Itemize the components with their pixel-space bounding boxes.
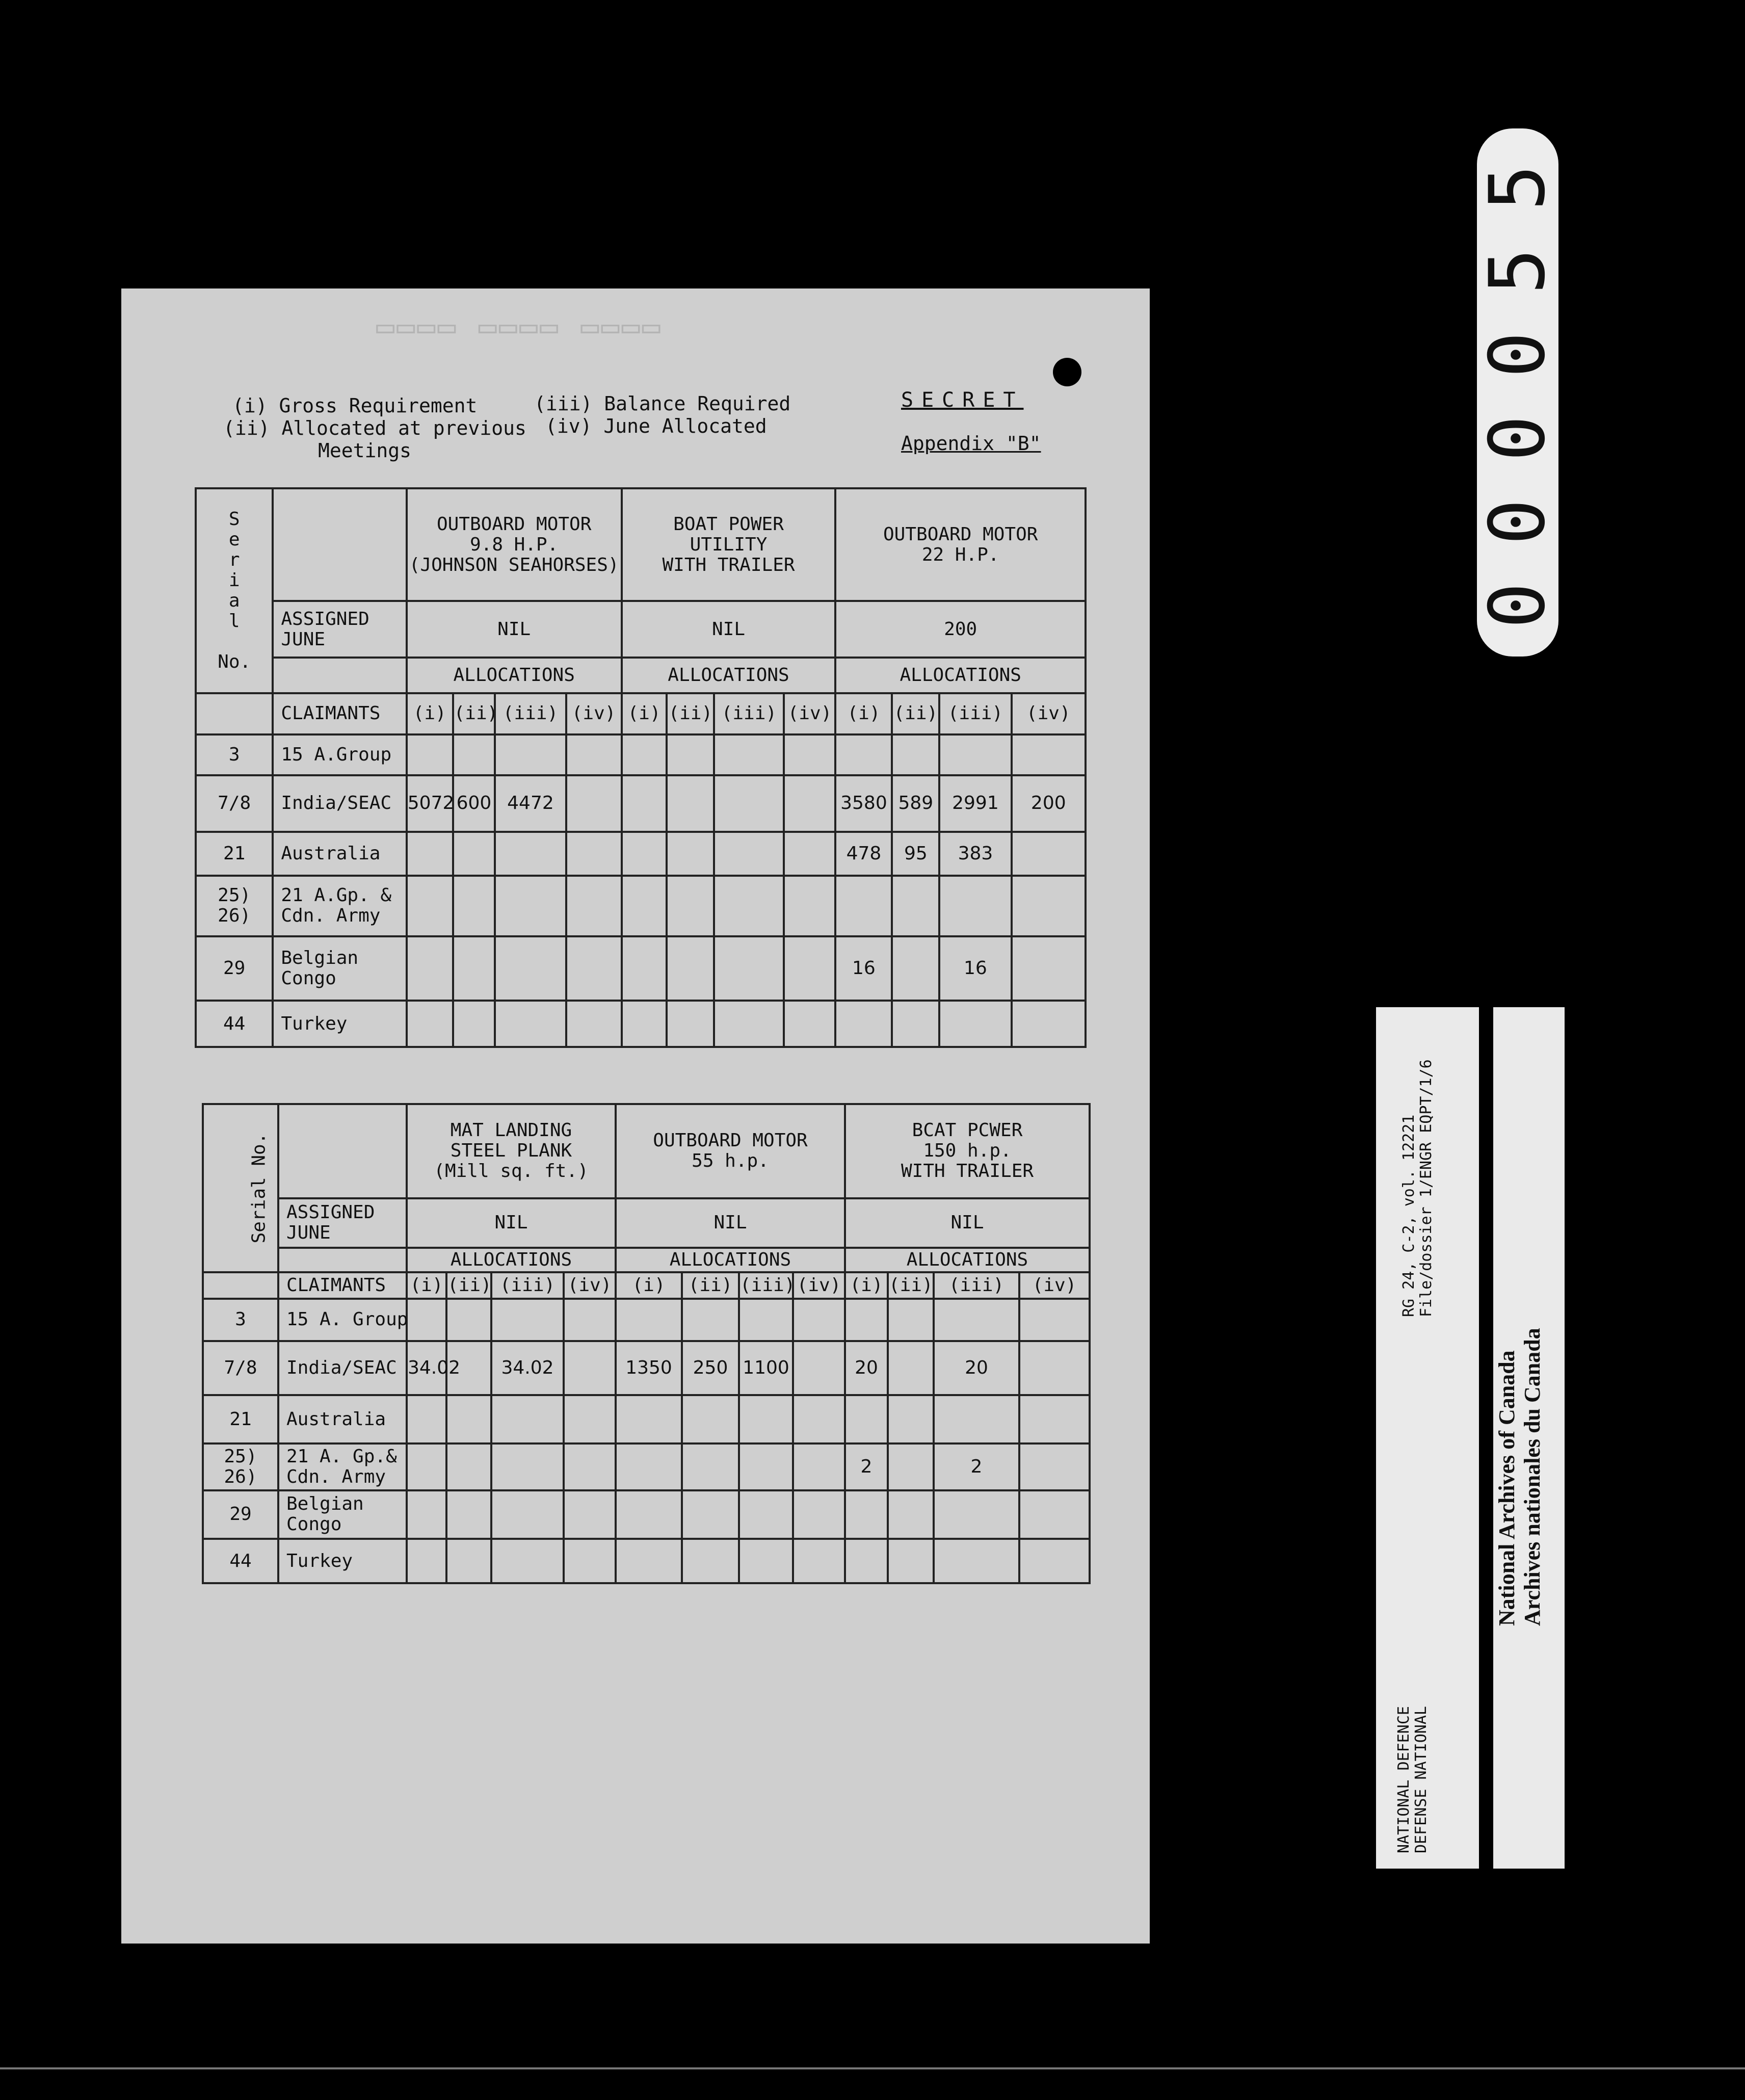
value-cell (407, 876, 453, 936)
subcol-iii: (iii) (495, 693, 566, 734)
value-cell: 250 (682, 1341, 739, 1395)
value-cell: 34.02 (491, 1341, 564, 1395)
value-cell (616, 1539, 682, 1583)
subcol-i: (i) (616, 1272, 682, 1299)
claimant-cell: 15 A.Group (273, 734, 406, 775)
subcol-iv: (iv) (564, 1272, 616, 1299)
serial-cell: 25) 26) (196, 876, 273, 936)
serial-cell: 25) 26) (203, 1443, 278, 1490)
subcol-ii: (ii) (453, 693, 495, 734)
assigned-value: NIL (845, 1198, 1090, 1248)
value-cell (714, 1001, 784, 1047)
table-row (203, 1299, 1090, 1341)
value-cell (564, 1443, 616, 1490)
value-cell (714, 734, 784, 775)
table-row (203, 1341, 1090, 1395)
value-cell (667, 775, 714, 832)
serial-cell: 7/8 (196, 775, 273, 832)
value-cell (682, 1539, 739, 1583)
subcol-i: (i) (407, 1272, 446, 1299)
claimants-header: CLAIMANTS (273, 693, 406, 734)
value-cell (682, 1490, 739, 1539)
value-cell (1012, 936, 1086, 1001)
document-page (121, 288, 1150, 1944)
value-cell (566, 775, 622, 832)
value-cell (446, 1443, 491, 1490)
value-cell (667, 936, 714, 1001)
value-cell: 589 (892, 775, 939, 832)
legend-ii: (ii) Allocated at previous (223, 417, 526, 439)
item-header-boat-power-utility: BOAT POWER UTILITY WITH TRAILER (622, 488, 836, 601)
claimant-cell: Belgian Congo (278, 1490, 407, 1539)
value-cell (491, 1299, 564, 1341)
value-cell (888, 1341, 934, 1395)
table-row (203, 1539, 1090, 1583)
value-cell (616, 1443, 682, 1490)
value-cell (667, 832, 714, 876)
value-cell (622, 876, 667, 936)
value-cell (934, 1395, 1019, 1444)
value-cell (566, 1001, 622, 1047)
claimant-cell: 21 A.Gp. & Cdn. Army (273, 876, 406, 936)
value-cell (714, 936, 784, 1001)
value-cell (888, 1395, 934, 1444)
value-cell: 5072 (407, 775, 453, 832)
value-cell (407, 1395, 446, 1444)
subcol-iii: (iii) (739, 1272, 793, 1299)
value-cell (784, 775, 835, 832)
allocation-table-2 (202, 1103, 1091, 1584)
value-cell (939, 876, 1011, 936)
legend-iii: (iii) Balance Required (534, 392, 791, 415)
item-header-mat-landing: MAT LANDING STEEL PLANK (Mill sq. ft.) (407, 1104, 616, 1198)
value-cell (939, 1001, 1011, 1047)
value-cell (407, 832, 453, 876)
faint-stamp: ▭▭▭▭ ▭▭▭▭ ▭▭▭▭ (376, 309, 663, 345)
subcol-i: (i) (845, 1272, 888, 1299)
value-cell (682, 1299, 739, 1341)
serial-cell: 44 (203, 1539, 278, 1583)
frame-digit: 5 (1473, 164, 1562, 211)
value-cell (892, 734, 939, 775)
value-cell (667, 876, 714, 936)
frame-digit: 0 (1473, 582, 1562, 629)
table-row (196, 832, 1086, 876)
assigned-value: NIL (622, 601, 836, 658)
serial-cell: 3 (203, 1299, 278, 1341)
subcol-ii: (ii) (446, 1272, 491, 1299)
legend-iv: (iv) June Allocated (545, 415, 767, 437)
value-cell (453, 936, 495, 1001)
value-cell (407, 1490, 446, 1539)
serial-cell: 44 (196, 1001, 273, 1047)
value-cell (407, 936, 453, 1001)
value-cell (446, 1395, 491, 1444)
claimant-cell: Australia (273, 832, 406, 876)
classification-label: SECRET (901, 388, 1024, 412)
value-cell (793, 1299, 845, 1341)
value-cell (845, 1395, 888, 1444)
value-cell (835, 734, 892, 775)
serial-cell: 7/8 (203, 1341, 278, 1395)
value-cell: 16 (939, 936, 1011, 1001)
value-cell (784, 832, 835, 876)
value-cell (1019, 1395, 1090, 1444)
allocations-header: ALLOCATIONS (845, 1248, 1090, 1272)
claimant-cell: Australia (278, 1395, 407, 1444)
claimant-cell: India/SEAC (273, 775, 406, 832)
value-cell (892, 936, 939, 1001)
value-cell (714, 832, 784, 876)
value-cell (739, 1443, 793, 1490)
subcol-iv: (iv) (793, 1272, 845, 1299)
value-cell (491, 1443, 564, 1490)
value-cell: 20 (845, 1341, 888, 1395)
value-cell (934, 1490, 1019, 1539)
value-cell (793, 1395, 845, 1444)
subcol-i: (i) (622, 693, 667, 734)
value-cell (1019, 1490, 1090, 1539)
serial-cell: 21 (196, 832, 273, 876)
value-cell (1019, 1341, 1090, 1395)
value-cell (564, 1395, 616, 1444)
table-row (196, 1001, 1086, 1047)
value-cell: 2 (934, 1443, 1019, 1490)
subcol-iii: (iii) (714, 693, 784, 734)
subcol-iv: (iv) (1019, 1272, 1090, 1299)
blank-cell (203, 1272, 278, 1299)
value-cell (446, 1539, 491, 1583)
subcol-ii: (ii) (892, 693, 939, 734)
assigned-value: NIL (407, 1198, 616, 1248)
value-cell (784, 734, 835, 775)
value-cell (446, 1299, 491, 1341)
item-header-boat-power-150: BCAT PCWER 150 h.p. WITH TRAILER (845, 1104, 1090, 1198)
table-row (196, 734, 1086, 775)
value-cell (491, 1490, 564, 1539)
blank-cell (273, 658, 406, 693)
frame-digit: 0 (1473, 498, 1562, 545)
assigned-june-label: ASSIGNED JUNE (273, 601, 406, 658)
value-cell (739, 1395, 793, 1444)
value-cell (793, 1443, 845, 1490)
value-cell (845, 1299, 888, 1341)
claimant-cell: 21 A. Gp.& Cdn. Army (278, 1443, 407, 1490)
value-cell (495, 936, 566, 1001)
archives-label: National Archives of Canada Archives nationales du Canada (1494, 1328, 1545, 1626)
value-cell (622, 832, 667, 876)
value-cell (616, 1395, 682, 1444)
value-cell (407, 1299, 446, 1341)
value-cell (1012, 734, 1086, 775)
value-cell (784, 1001, 835, 1047)
value-cell (564, 1539, 616, 1583)
value-cell: 16 (835, 936, 892, 1001)
value-cell (495, 876, 566, 936)
subcol-i: (i) (835, 693, 892, 734)
value-cell (888, 1539, 934, 1583)
serial-header: S e r i a l No. (196, 488, 273, 693)
frame-digit: 5 (1473, 248, 1562, 295)
serial-cell: 21 (203, 1395, 278, 1444)
value-cell (939, 734, 1011, 775)
value-cell (1012, 1001, 1086, 1047)
blank-header-cell (273, 488, 406, 601)
value-cell (835, 1001, 892, 1047)
value-cell (793, 1490, 845, 1539)
blank-cell (278, 1248, 407, 1272)
scan-edge-line (0, 2067, 1745, 2069)
value-cell (682, 1395, 739, 1444)
value-cell (566, 876, 622, 936)
value-cell (739, 1490, 793, 1539)
value-cell: 1350 (616, 1341, 682, 1395)
punch-hole (1053, 358, 1081, 386)
table-row (203, 1443, 1090, 1490)
serial-cell: 29 (196, 936, 273, 1001)
value-cell (622, 1001, 667, 1047)
frame-digit: 0 (1473, 331, 1562, 378)
assigned-value: NIL (407, 601, 622, 658)
serial-cell: 29 (203, 1490, 278, 1539)
value-cell (453, 832, 495, 876)
table-row (196, 936, 1086, 1001)
value-cell (407, 1001, 453, 1047)
frame-digit: 0 (1473, 415, 1562, 462)
value-cell (1012, 876, 1086, 936)
defence-label: NATIONAL DEFENCE DEFENSE NATIONAL (1395, 1706, 1430, 1853)
value-cell (453, 1001, 495, 1047)
allocations-header: ALLOCATIONS (407, 658, 622, 693)
value-cell (892, 876, 939, 936)
claimant-cell: Turkey (273, 1001, 406, 1047)
legend-i: (i) Gross Requirement (232, 395, 478, 417)
value-cell (888, 1490, 934, 1539)
appendix-label: Appendix "B" (901, 432, 1041, 455)
assigned-value: NIL (616, 1198, 845, 1248)
value-cell: 3580 (835, 775, 892, 832)
value-cell: 2 (845, 1443, 888, 1490)
value-cell (1019, 1443, 1090, 1490)
value-cell (793, 1341, 845, 1395)
value-cell (453, 876, 495, 936)
value-cell (888, 1299, 934, 1341)
allocations-header: ALLOCATIONS (622, 658, 836, 693)
value-cell (566, 936, 622, 1001)
claimant-cell: Turkey (278, 1539, 407, 1583)
value-cell (622, 775, 667, 832)
value-cell: 383 (939, 832, 1011, 876)
blank-header-cell (278, 1104, 407, 1198)
claimant-cell: Belgian Congo (273, 936, 406, 1001)
value-cell (784, 876, 835, 936)
value-cell (495, 1001, 566, 1047)
subcolumn-header-row (203, 1272, 1090, 1299)
value-cell: 200 (1012, 775, 1086, 832)
value-cell (622, 734, 667, 775)
subcol-ii: (ii) (888, 1272, 934, 1299)
value-cell (1012, 832, 1086, 876)
item-header-outboard-22: OUTBOARD MOTOR 22 H.P. (835, 488, 1086, 601)
value-cell (564, 1299, 616, 1341)
value-cell: 2991 (939, 775, 1011, 832)
value-cell (835, 876, 892, 936)
value-cell: 478 (835, 832, 892, 876)
subcol-iv: (iv) (784, 693, 835, 734)
allocation-table-1 (195, 487, 1087, 1048)
allocations-header: ALLOCATIONS (835, 658, 1086, 693)
value-cell (682, 1443, 739, 1490)
item-header-outboard-9-8: OUTBOARD MOTOR 9.8 H.P. (JOHNSON SEAHORSES) (407, 488, 622, 601)
value-cell (491, 1395, 564, 1444)
assigned-june-label: ASSIGNED JUNE (278, 1198, 407, 1248)
value-cell (934, 1539, 1019, 1583)
subcol-iv: (iv) (566, 693, 622, 734)
value-cell (714, 876, 784, 936)
value-cell (739, 1299, 793, 1341)
value-cell (934, 1299, 1019, 1341)
value-cell (564, 1341, 616, 1395)
value-cell: 4472 (495, 775, 566, 832)
claimant-cell: 15 A. Group (278, 1299, 407, 1341)
value-cell (407, 734, 453, 775)
value-cell (622, 936, 667, 1001)
claimants-header: CLAIMANTS (278, 1272, 407, 1299)
table-row (196, 775, 1086, 832)
subcol-i: (i) (407, 693, 453, 734)
subcol-iv: (iv) (1012, 693, 1086, 734)
value-cell (495, 832, 566, 876)
subcol-ii: (ii) (667, 693, 714, 734)
subcol-iii: (iii) (491, 1272, 564, 1299)
value-cell (784, 936, 835, 1001)
value-cell (495, 734, 566, 775)
value-cell: 20 (934, 1341, 1019, 1395)
value-cell (407, 1443, 446, 1490)
archive-reference: RG 24, C-2, vol. 12221 File/dossier 1/ENGR EQPT/1/6 (1400, 1059, 1435, 1317)
value-cell (564, 1490, 616, 1539)
value-cell (1019, 1539, 1090, 1583)
legend-ii-cont: Meetings (318, 439, 412, 462)
value-cell (491, 1539, 564, 1583)
value-cell (616, 1490, 682, 1539)
value-cell (453, 734, 495, 775)
value-cell: 1100 (739, 1341, 793, 1395)
value-cell: 34.02 (407, 1341, 446, 1395)
assigned-value: 200 (835, 601, 1086, 658)
value-cell (446, 1490, 491, 1539)
item-header-outboard-55: OUTBOARD MOTOR 55 h.p. (616, 1104, 845, 1198)
value-cell (616, 1299, 682, 1341)
value-cell (888, 1443, 934, 1490)
value-cell (845, 1539, 888, 1583)
table-row (196, 876, 1086, 936)
allocations-header: ALLOCATIONS (616, 1248, 845, 1272)
value-cell: 95 (892, 832, 939, 876)
subcol-ii: (ii) (682, 1272, 739, 1299)
value-cell (667, 734, 714, 775)
value-cell (566, 832, 622, 876)
blank-cell (196, 693, 273, 734)
value-cell (714, 775, 784, 832)
subcol-iii: (iii) (939, 693, 1011, 734)
serial-cell: 3 (196, 734, 273, 775)
table-row (203, 1395, 1090, 1444)
value-cell (1019, 1299, 1090, 1341)
value-cell (667, 1001, 714, 1047)
value-cell (793, 1539, 845, 1583)
value-cell: 600 (453, 775, 495, 832)
value-cell (739, 1539, 793, 1583)
subcol-iii: (iii) (934, 1272, 1019, 1299)
value-cell (566, 734, 622, 775)
serial-header: Serial No. (203, 1104, 278, 1272)
claimant-cell: India/SEAC (278, 1341, 407, 1395)
value-cell (892, 1001, 939, 1047)
allocations-header: ALLOCATIONS (407, 1248, 616, 1272)
subcolumn-header-row (196, 693, 1086, 734)
table-row (203, 1490, 1090, 1539)
value-cell (407, 1539, 446, 1583)
value-cell (845, 1490, 888, 1539)
